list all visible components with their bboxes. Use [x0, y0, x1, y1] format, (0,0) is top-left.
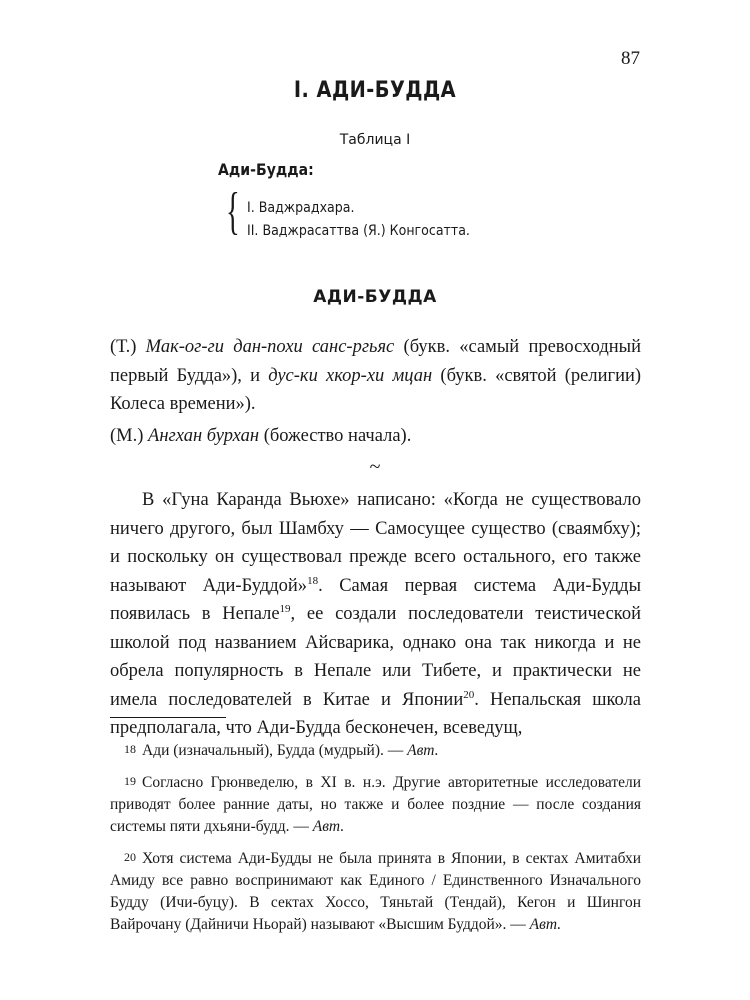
footnote-number: 19: [124, 774, 136, 788]
lang-label: (Т.): [110, 337, 137, 357]
table-list-item: I. Ваджрадхара.: [247, 200, 355, 216]
term-name: Ангхан бурхан: [148, 426, 260, 446]
footnote-ref: 19: [279, 603, 291, 615]
paragraph-mongolian: [110, 422, 641, 451]
chapter-title: I. АДИ-БУДДА: [293, 78, 457, 103]
table-list-item: II. Ваджрасаттва (Я.) Конгосатта.: [247, 223, 470, 239]
section-divider: ~: [369, 456, 381, 478]
term-gloss: (божество начала).: [263, 426, 412, 446]
footnotes: [110, 738, 641, 944]
lang-label: (М.): [110, 426, 144, 446]
footnote-text: Согласно Грюнведелю, в XI в. н.э. Другие авторитетные исследователи приводят более ранние даты, но также и более поздние — после создания системы пяти дхьяни-будд. —: [110, 774, 641, 835]
paragraph-tibetan: [110, 333, 641, 419]
footnote-text: Хотя система Ади-Будды не была принята в Японии, в сектах Амитабхи Амиду все равно воспринимают как Единого / Единственного Изначального Будду (Ичи-буцу). В сектах Хоссо, Тяньтай (Тендай), Кегон и Шингон Вайрочану (Дайничи Ньорай) называют «Высшим Буддой». —: [110, 850, 641, 933]
table-heading: Ади-Будда:: [218, 160, 314, 179]
term-name: дус-ки хкор-хи мцан: [268, 365, 433, 386]
text-run: В «Гуна Каранда Вьюхе» написано: «Когда не существовало ничего другого, был Шамбху — Самосущее существо (сваямбху); и поскольку он существовал прежде всего остального, его также называют Ади-Буддой»: [110, 490, 641, 596]
paragraph-main: [110, 486, 641, 743]
text-run: . Самая первая система Ади-Будды появилась в Непале: [110, 575, 641, 624]
term-gloss: (букв. «святой (религии) Колеса времени»).: [110, 365, 642, 414]
footnote-ref: 18: [307, 574, 319, 587]
footnote-rule: [110, 717, 226, 718]
footnote-text: Ади (изначальный), Будда (мудрый). —: [142, 742, 404, 759]
table-label: Таблица I: [339, 132, 411, 148]
footnote-number: 18: [124, 742, 136, 756]
section-title: АДИ-БУДДА: [313, 287, 437, 307]
footnote: [110, 770, 641, 838]
footnote: [110, 846, 641, 936]
term-name: Мак-ог-ги дан-похи санс-ргьяс: [145, 337, 395, 357]
page-number: 87: [621, 48, 640, 69]
footnote-number: 20: [124, 850, 136, 864]
text-run: . Непальская школа предполагала, что Ади-Будда бесконечен, всеведущ,: [110, 689, 642, 738]
footnote-ref: 20: [463, 688, 475, 701]
text-run: , ее создали последователи теистической школой под названием Айсварика, однако она так никогда и не обрела популярность в Непале или Тибете, и практически не имела последователей в Китае и Японии: [110, 604, 642, 710]
brace: {: [226, 183, 240, 240]
term-gloss: (букв. «самый превосходный первый Будда»), и: [110, 337, 642, 386]
footnote-author: Авт.: [407, 742, 439, 759]
footnote-author: Авт.: [529, 916, 562, 933]
footnote: [110, 738, 641, 762]
table-list: [247, 197, 470, 243]
footnote-author: Авт.: [312, 818, 345, 835]
